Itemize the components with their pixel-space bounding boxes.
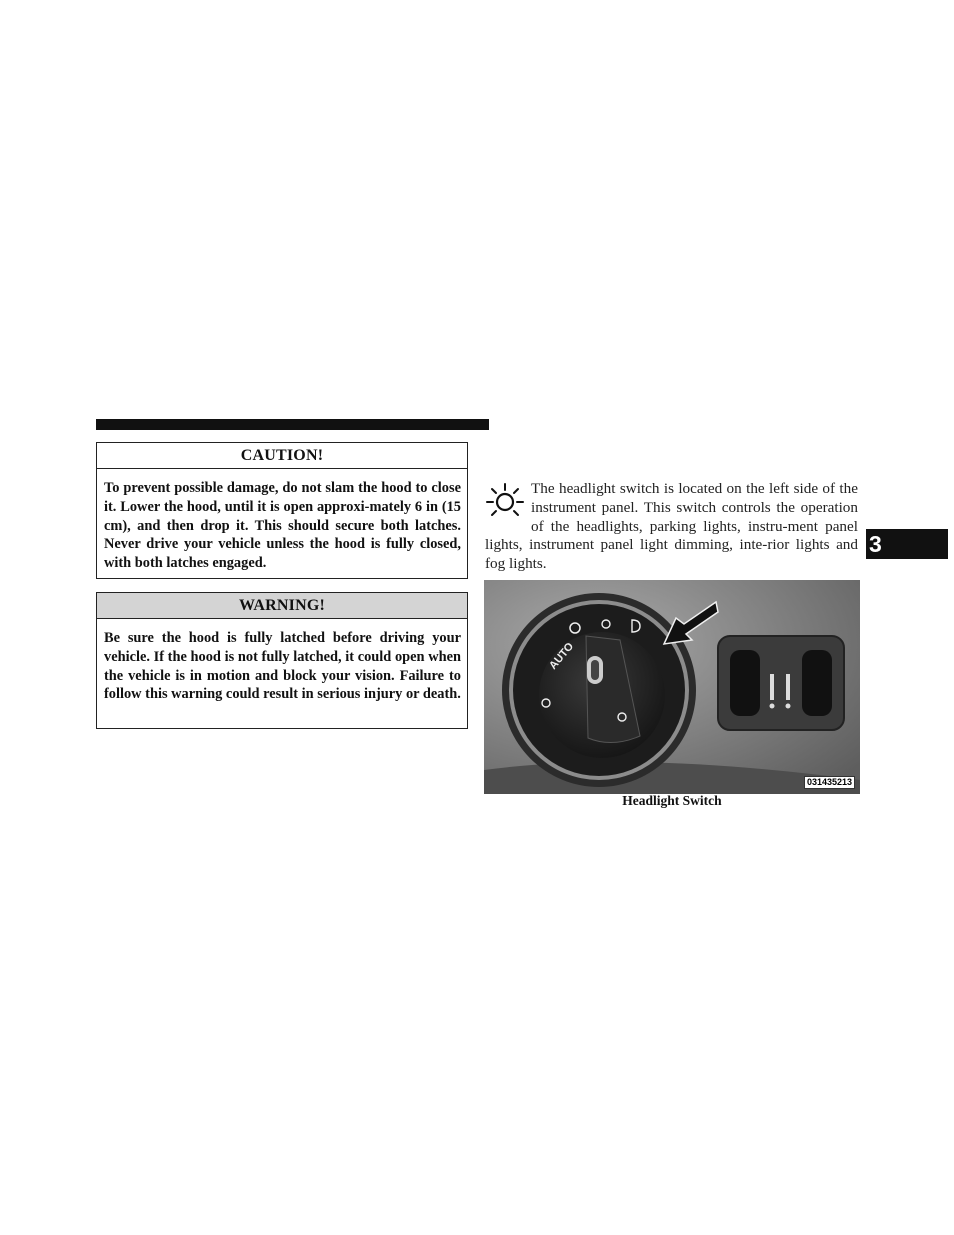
caution-box: [96, 442, 468, 579]
chapter-tab[interactable]: 3: [866, 529, 948, 559]
headlight-paragraph: [485, 480, 858, 574]
image-id-label: 031435213: [804, 776, 855, 789]
headlight-switch-figure: [484, 580, 860, 794]
caution-text: To prevent possible damage, do not slam the hood to close it. Lower the hood, until it is open approxi-mately 6 in (15 cm), and then drop it. This should secure both latches. Never drive your vehicle unless the hood is fully closed, with both latches engaged.: [104, 480, 461, 572]
warning-text: Be sure the hood is fully latched before driving your vehicle. If the hood is not fully latched, it could open when the vehicle is in motion and block your vision. Failure to follow this warning could result in serious injury or death.: [104, 630, 461, 703]
section-divider-bar: [96, 419, 489, 430]
warning-box: [96, 592, 468, 729]
warning-title: WARNING!: [97, 593, 467, 619]
headlight-sun-icon: [485, 482, 525, 522]
caution-title: CAUTION!: [97, 443, 467, 469]
auto-dial-label: AUTO: [547, 640, 577, 672]
figure-caption: Headlight Switch: [622, 793, 722, 808]
headlight-text: The headlight switch is located on the left side of the instrument panel. This switch controls the operation of the headlights, parking lights, instru-ment panel lights, instrument panel light dimming, inte-rior lights and fog lights.: [485, 480, 858, 573]
